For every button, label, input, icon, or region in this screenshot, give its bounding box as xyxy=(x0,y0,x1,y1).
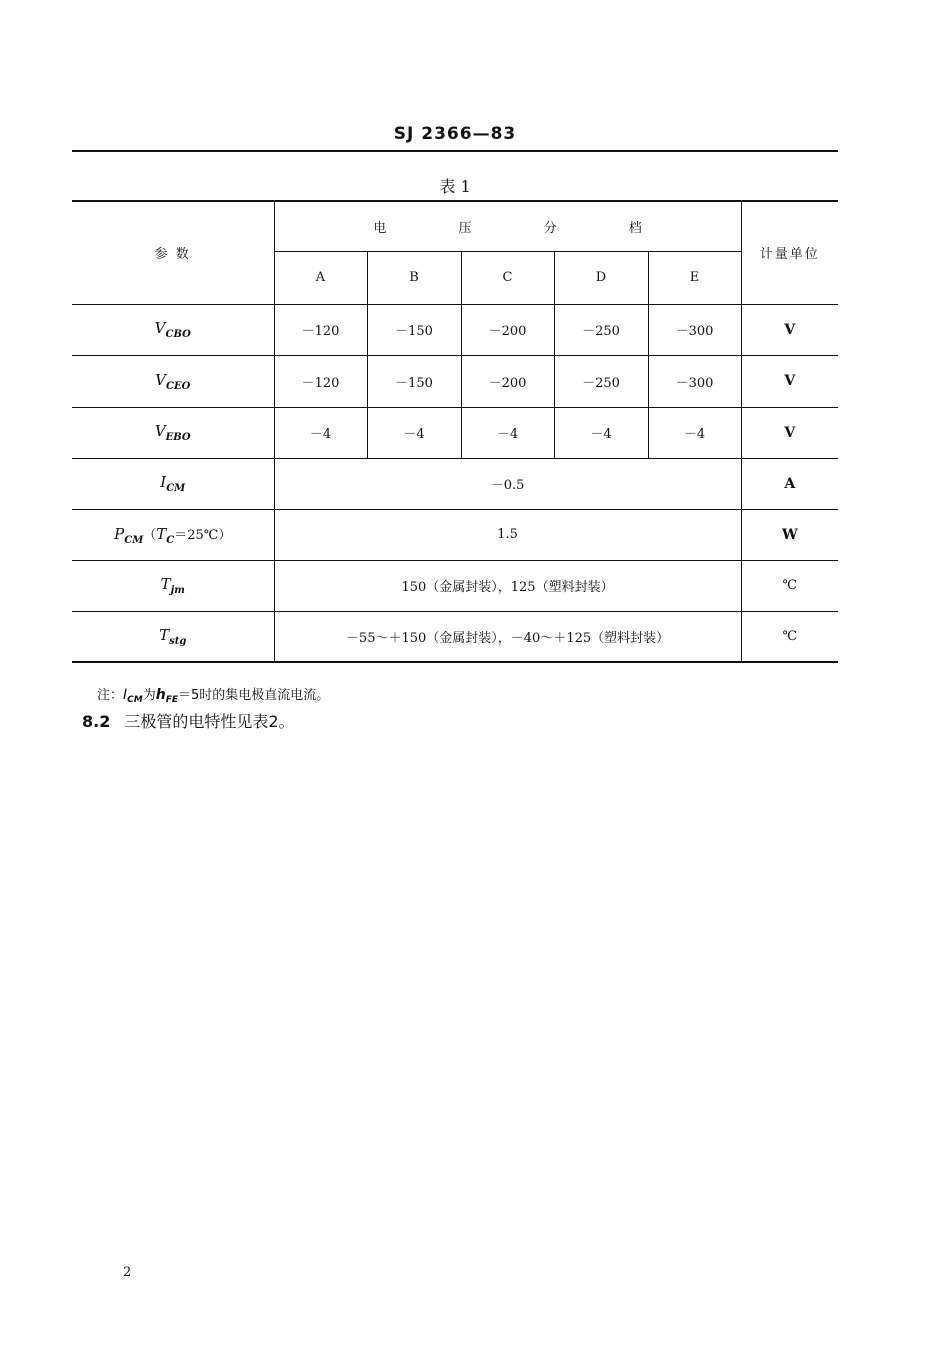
param-subscript: stg xyxy=(169,635,187,647)
value-cell: －0.5 xyxy=(274,458,741,509)
note-prefix: 注： xyxy=(97,688,124,703)
condition-subscript: C xyxy=(166,534,175,546)
param-cell xyxy=(72,304,274,355)
column-header-d: D xyxy=(554,251,648,304)
value-cell: －120 xyxy=(274,355,367,407)
param-symbol: V xyxy=(154,319,166,337)
note-subscript-2: FE xyxy=(165,695,178,705)
value-cell: －150 xyxy=(367,304,461,355)
unit-header: 计量单位 xyxy=(759,247,820,263)
param-symbol: V xyxy=(154,422,166,440)
value-cell: 150（金属封装），125（塑料封装） xyxy=(274,560,741,611)
param-symbol: T xyxy=(160,575,171,593)
condition-value: ＝25℃） xyxy=(174,527,232,543)
param-subscript: CBO xyxy=(165,329,191,340)
param-cell xyxy=(72,560,274,611)
unit-cell: W xyxy=(741,509,838,560)
value-cell: －300 xyxy=(648,304,741,355)
value-cell: －200 xyxy=(461,355,554,407)
section-number: 8.2 xyxy=(82,712,111,731)
column-header-c: C xyxy=(461,251,554,304)
value-cell: －300 xyxy=(648,355,741,407)
value-cell: －250 xyxy=(554,304,648,355)
param-header: 参 数 xyxy=(154,247,191,263)
param-cell xyxy=(72,458,274,509)
value-cell: －4 xyxy=(554,407,648,458)
param-cell xyxy=(72,509,274,560)
param-subscript: CM xyxy=(166,483,186,494)
value-cell: －120 xyxy=(274,304,367,355)
standard-code: SJ 2366—83 xyxy=(393,124,517,144)
unit-cell: V xyxy=(741,407,838,458)
column-header-e: E xyxy=(648,251,741,304)
note-subscript: CM xyxy=(127,695,143,705)
section-text: 三极管的电特性见表2。 xyxy=(124,712,295,731)
table-row xyxy=(72,458,838,509)
value-cell: －200 xyxy=(461,304,554,355)
unit-header-cell xyxy=(741,201,838,304)
table-row xyxy=(72,407,838,458)
section-8-2 xyxy=(82,709,295,732)
unit-cell: V xyxy=(741,355,838,407)
voltage-group-header-cell xyxy=(274,201,741,251)
value-cell: －4 xyxy=(648,407,741,458)
condition-open: （ xyxy=(143,527,157,543)
value-cell: －4 xyxy=(274,407,367,458)
table-caption: 表 1 xyxy=(439,177,471,196)
header-rule xyxy=(72,150,838,152)
param-cell xyxy=(72,611,274,662)
param-symbol: T xyxy=(159,625,170,644)
param-header-cell xyxy=(72,201,274,304)
param-cell xyxy=(72,407,274,458)
value-cell: 1.5 xyxy=(274,509,741,560)
table-row xyxy=(72,304,838,355)
note-symbol-2: h xyxy=(155,687,166,703)
column-header-a: A xyxy=(274,251,367,304)
condition-symbol: T xyxy=(156,524,167,543)
value-cell: －4 xyxy=(367,407,461,458)
table-row xyxy=(72,611,838,662)
param-subscript: jm xyxy=(170,585,185,596)
param-symbol: P xyxy=(114,524,125,543)
param-subscript: CEO xyxy=(166,380,191,392)
note-symbol: I xyxy=(123,687,128,703)
param-subscript: CM xyxy=(124,534,144,546)
unit-cell: ℃ xyxy=(741,560,838,611)
unit-cell: A xyxy=(741,458,838,509)
note-text: ＝5时的集电极直流电流。 xyxy=(178,688,330,703)
table-row xyxy=(72,560,838,611)
param-symbol: I xyxy=(160,473,167,491)
voltage-group-header: 电 压 分 档 xyxy=(373,220,676,236)
column-header-b: B xyxy=(367,251,461,304)
value-cell: －250 xyxy=(554,355,648,407)
param-symbol: V xyxy=(155,370,167,389)
note-mid: 为 xyxy=(142,688,156,703)
value-cell: －150 xyxy=(367,355,461,407)
value-cell: －4 xyxy=(461,407,554,458)
unit-cell: V xyxy=(741,304,838,355)
table-row xyxy=(72,509,838,560)
table-note xyxy=(97,684,329,705)
param-subscript: EBO xyxy=(165,432,191,443)
page-number: 2 xyxy=(123,1265,132,1280)
value-cell: －55～＋150（金属封装），－40～＋125（塑料封装） xyxy=(274,611,741,662)
spec-table xyxy=(72,200,838,663)
table-row xyxy=(72,355,838,407)
param-cell xyxy=(72,355,274,407)
unit-cell: ℃ xyxy=(741,611,838,662)
